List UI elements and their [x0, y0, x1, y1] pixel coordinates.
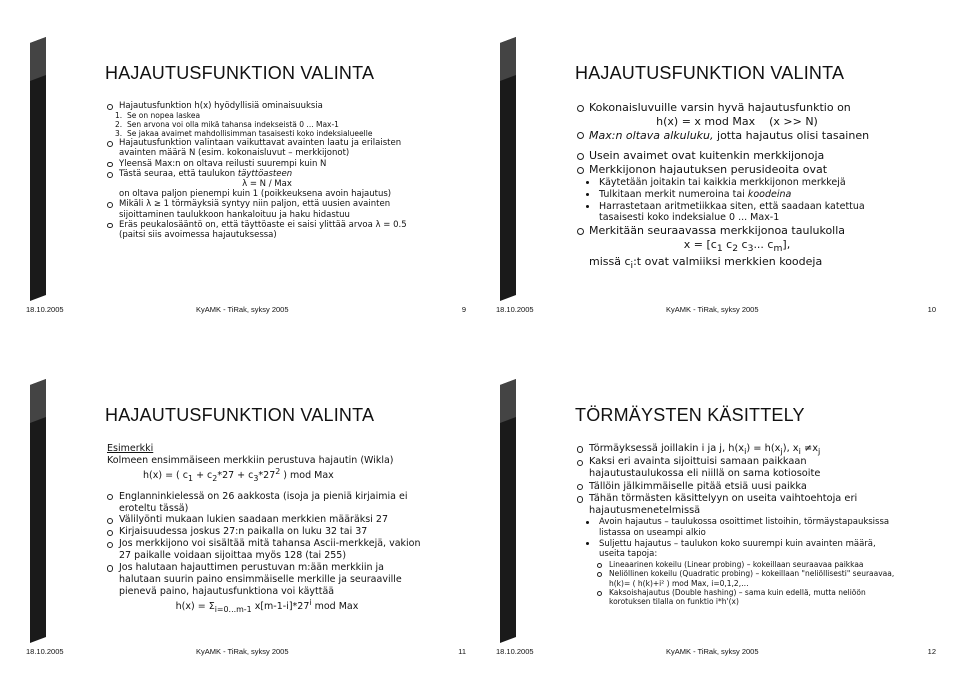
slide-11: [10, 347, 480, 677]
bullet: Hajautusfunktion h(x) hyödyllisiä ominaisuuksia: [107, 101, 427, 111]
bullet: Merkkijonon hajautuksen perusideoita ovat: [577, 163, 897, 177]
numbered-item: 1. Se on nopea laskea: [115, 111, 201, 121]
formula: h(x) = x mod Max (x >> N): [656, 114, 818, 128]
bullet: Tällöin jälkimmäiselle pitää etsiä uusi paikka: [577, 481, 897, 493]
bullet: Max:n oltava alkuluku, jotta hajautus olisi tasainen: [577, 129, 897, 143]
slide-body: [107, 101, 427, 240]
bullet: Yleensä Max:n on oltava reilusti suurempi kuin N: [107, 159, 427, 169]
text-line: missä $c_i:t$ ovat valmiiksi merkkien koodeja: [589, 254, 823, 271]
formula: λ = N / Max: [242, 178, 292, 189]
bullet: Mikäli λ ≥ 1 törmäyksiä syntyy niin paljon, että uusien avainten sijoittaminen taulukkoon hankaloituu ja haku hidastuu: [107, 199, 427, 219]
bullet: Tästä seuraa, että taulukon täyttöasteen: [107, 169, 427, 179]
formula: $h(x) = \Sigma_{i=0...m-1}$ x[m-1-i]*27$^i$ mod Max: [175, 597, 359, 614]
example-heading: Esimerkki: [107, 443, 154, 454]
footer-course: KyAMK - TiRak, syksy 2005: [196, 647, 289, 656]
page-number: 11: [458, 647, 466, 656]
footer-date: 18.10.2005: [26, 647, 64, 656]
bullet: Merkitään seuraavassa merkkijonoa taulukolla: [577, 224, 897, 238]
sub-bullet: Avoin hajautus – taulukossa osoittimet listoihin, törmäystapauksissa listassa on useampi alkio: [577, 517, 897, 538]
bullet: Eräs peukalosääntö on, että täyttöaste ei saisi ylittää arvoa λ = 0.5 (paitsi siis avoimessa hajautuksessa): [107, 220, 427, 240]
bullet: Tähän törmästen käsittelyyn on useita vaihtoehtoja eri hajautusmenetelmissä: [577, 493, 897, 517]
sub-bullet: Suljettu hajautus – taulukon koko suurempi kuin avainten määrä, useita tapoja:: [577, 539, 897, 560]
sub-sub-bullet: Kaksoishajautus (Double hashing) – sama kuin edellä, mutta neliöön korotuksen tilalla on funktio i*h'(x): [577, 588, 897, 607]
bullet: Kokonaisluvuille varsin hyvä hajautusfunktio on: [577, 101, 897, 115]
bullet: Kaksi eri avainta sijoittuisi samaan paikkaan hajautustaulukossa eli niillä on sama kotiosoite: [577, 456, 897, 480]
slide-title: HAJAUTUSFUNKTION VALINTA: [105, 405, 375, 425]
sub-sub-bullet: Lineaarinen kokeilu (Linear probing) – kokeillaan seuraavaa paikkaa: [577, 560, 897, 569]
sub-sub-bullet: Neliöllinen kokeilu (Quadratic probing) – kokeillaan "neliöllisesti" seuraavaa, h(k)= ( h(k)+i² ) mod Max, i=0,1,2,…: [577, 569, 897, 588]
slide-title: HAJAUTUSFUNKTION VALINTA: [105, 63, 375, 83]
footer-course: KyAMK - TiRak, syksy 2005: [666, 647, 759, 656]
bullet: Kirjaisuudessa joskus 27:n paikalla on luku 32 tai 37: [107, 526, 427, 538]
bullet: Englanninkielessä on 26 aakkosta (isoja ja pieniä kirjaimia ei eroteltu tässä): [107, 491, 427, 515]
footer-course: KyAMK - TiRak, syksy 2005: [196, 305, 289, 314]
text-line: Kolmeen ensimmäiseen merkkiin perustuva hajautin (Wikla): [107, 454, 394, 466]
bullet: Hajautusfunktion valintaan vaikuttavat avainten laatu ja erilaisten avainten määrä N (esim. kokonaisluvut – merkkijonot): [107, 138, 427, 158]
slide-body: [577, 101, 897, 271]
slide-title: TÖRMÄYSTEN KÄSITTELY: [575, 405, 805, 425]
slide-12: [480, 347, 950, 677]
bullet: Jos merkkijono voi sisältää mitä tahansa Ascii-merkkejä, vakion 27 paikalle voidaan sijoittaa myös 128 (tai 255): [107, 538, 427, 562]
bullet: Törmäyksessä joillakin i ja j, $h(x_i) = h(x_j)$, $x_i \ne x_j$: [577, 443, 897, 456]
bullet: Jos halutaan hajauttimen perustuvan m:ään merkkiin ja halutaan suurin paino ensimmäiselle merkille ja seuraaville pienevä paino, hajautusfunktiona voi käyttää: [107, 562, 427, 598]
page-number: 12: [927, 647, 936, 656]
formula: $x = [c_1$ $c_2$ $c_3$... $c_m$],: [683, 238, 791, 255]
text-line: on oltava paljon pienempi kuin 1 (poikkeuksena avoin hajautus): [119, 189, 392, 200]
slide-title: HAJAUTUSFUNKTION VALINTA: [575, 63, 845, 83]
slide-10: [480, 5, 950, 335]
slide-body: [107, 443, 427, 615]
slide-9: [10, 5, 480, 335]
footer-date: 18.10.2005: [496, 305, 534, 314]
sub-bullet: Tulkitaan merkit numeroina tai koodeina: [577, 189, 897, 201]
page-number: 10: [927, 305, 936, 314]
footer-date: 18.10.2005: [26, 305, 64, 314]
slide-body: [577, 443, 897, 607]
bullet: Välilyönti mukaan lukien saadaan merkkien määräksi 27: [107, 514, 427, 526]
bullet: Usein avaimet ovat kuitenkin merkkijonoja: [577, 149, 897, 163]
footer-course: KyAMK - TiRak, syksy 2005: [666, 305, 759, 314]
numbered-item: 2. Sen arvona voi olla mikä tahansa indekseistä 0 ... Max-1: [115, 120, 339, 130]
page-number: 9: [461, 305, 466, 314]
numbered-item: 3. Se jakaa avaimet mahdollisimman tasaisesti koko indeksialueelle: [115, 129, 373, 139]
sub-bullet: Harrastetaan aritmetiikkaa siten, että saadaan katettua tasaisesti koko indeksialue 0 ... Max-1: [577, 201, 897, 225]
footer-date: 18.10.2005: [496, 647, 534, 656]
formula: h(x) = ( $c_1 + c_2*27 + c_3*27^2$ ) mod Max: [143, 466, 334, 483]
sub-bullet: Käytetään joitakin tai kaikkia merkkijonon merkkejä: [577, 177, 897, 189]
